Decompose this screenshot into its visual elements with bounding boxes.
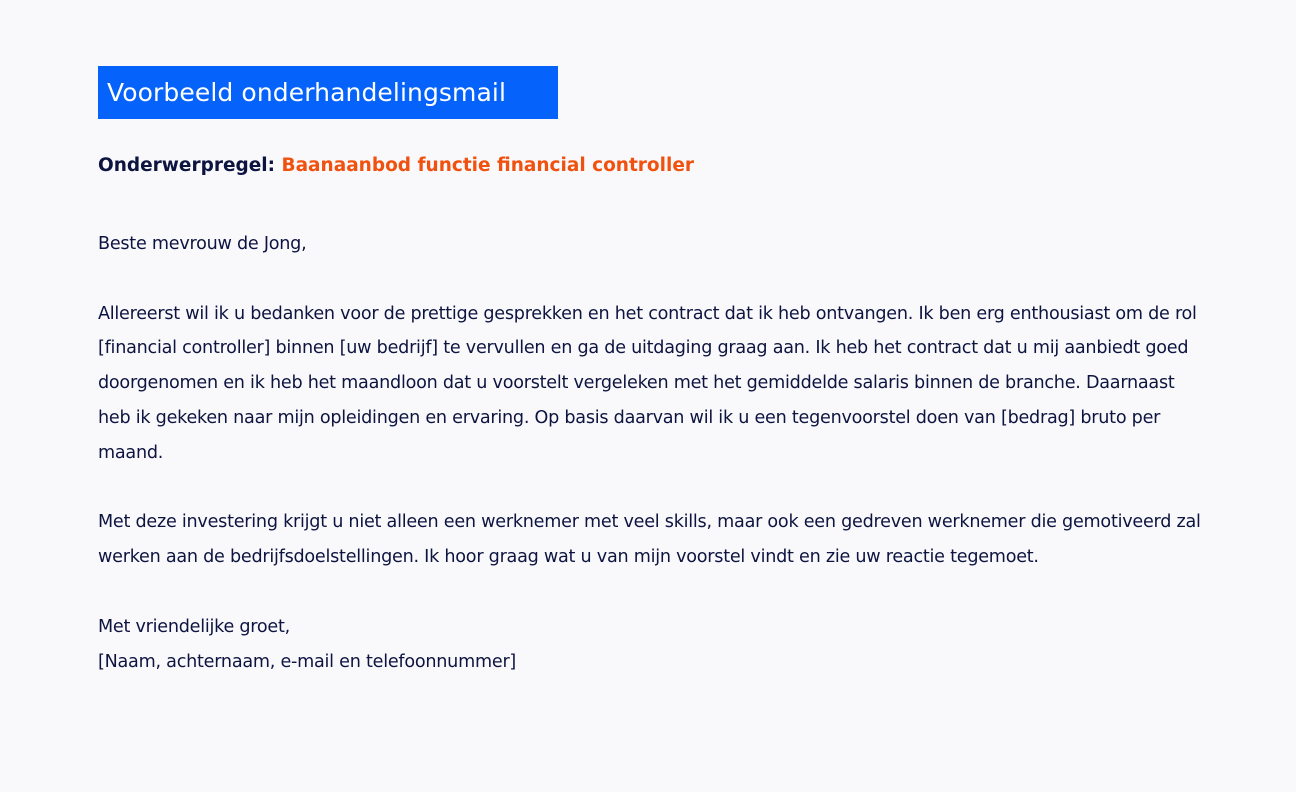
letter-greeting: Beste mevrouw de Jong, [98, 234, 307, 254]
letter-body [98, 227, 1208, 679]
letter-closing [98, 610, 1208, 680]
subject-line [98, 152, 694, 180]
letter-signature: [Naam, achternaam, e-mail en telefoonnummer] [98, 651, 517, 672]
letter-paragraph-1: Allereerst wil ik u bedanken voor de prettige gesprekken en het contract dat ik heb ontvangen. Ik ben erg enthousiast om de rol [financial controller] binnen [uw bedrijf] te vervullen en ga de uitdaging graag aan. Ik heb het contract dat u mij aanbiedt goed doorgenomen en ik heb het maandloon dat u voorstelt vergeleken met het gemiddelde salaris binnen de branche. Daarnaast heb ik gekeken naar mijn opleidingen en ervaring. Op basis daarvan wil ik u een tegenvoorstel doen van [bedrag] bruto per maand. [98, 303, 1197, 463]
subject-value: Baanaanbod functie financial controller [281, 155, 694, 176]
subject-label: Onderwerpregel: [98, 155, 276, 176]
letter-paragraph-2: Met deze investering krijgt u niet alleen een werknemer met veel skills, maar ook een gedreven werknemer die gemotiveerd zal werken aan de bedrijfsdoelstellingen. Ik hoor graag wat u van mijn voorstel vindt en zie uw reactie tegemoet. [98, 512, 1201, 568]
letter-closing-text: Met vriendelijke groet, [98, 616, 290, 637]
page-title: Voorbeeld onderhandelingsmail [98, 66, 558, 119]
